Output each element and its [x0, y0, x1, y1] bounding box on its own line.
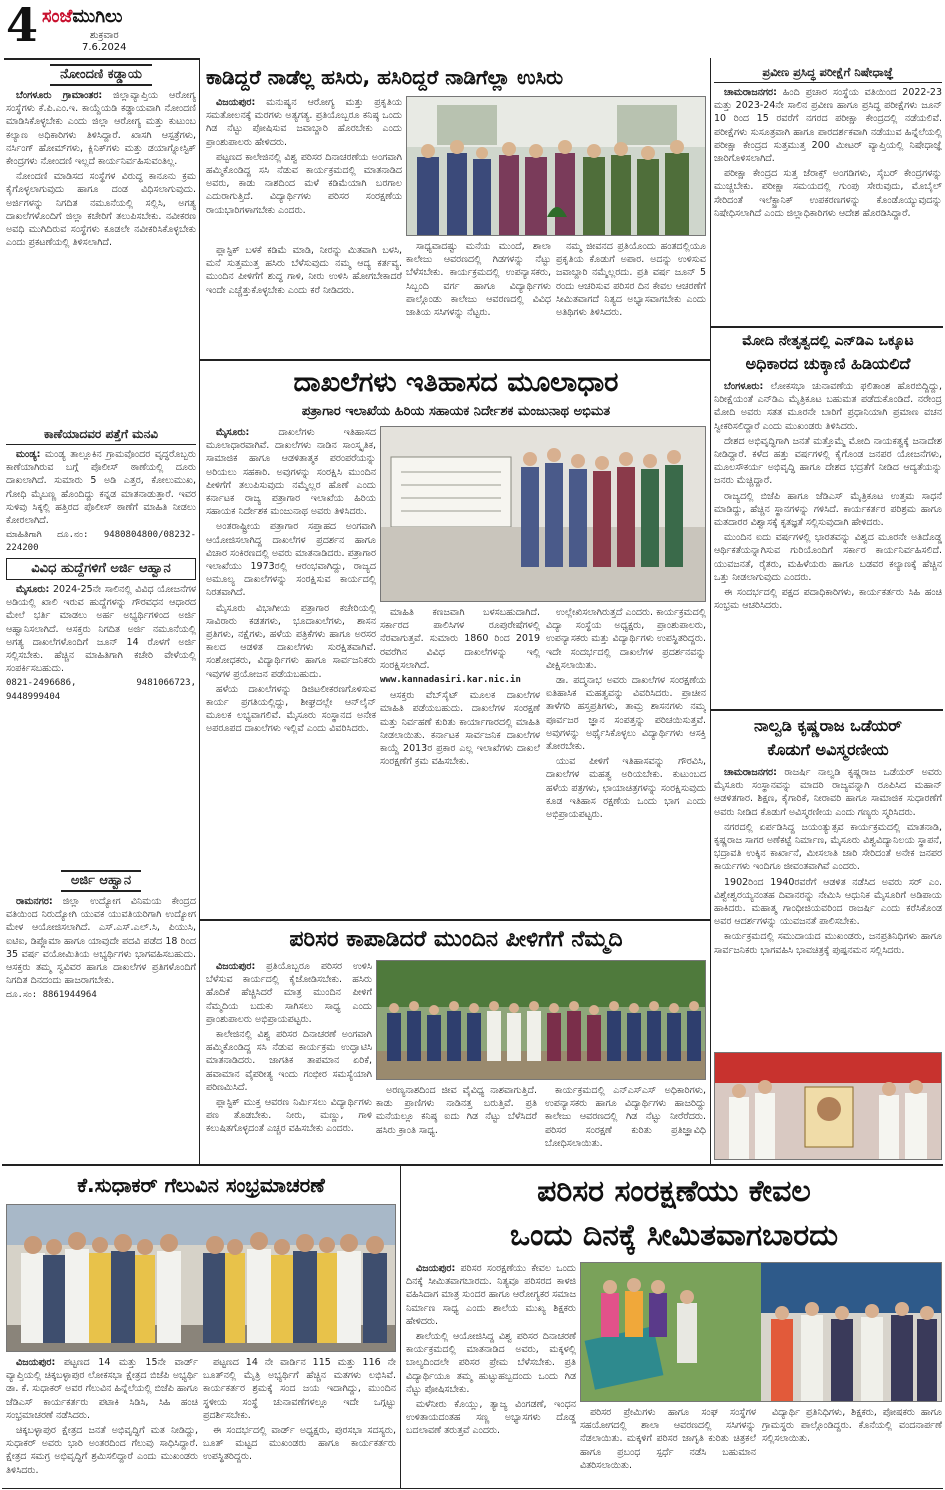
story-vividha	[6, 556, 196, 864]
story-paragraph: ಆಸಕ್ತರು ವೆಬ್‌ಸೈಟ್ ಮೂಲಕ ದಾಖಲೆಗಳ ಮಾಹಿತಿ ಪಡೆಯಬಹುದು. ದಾಖಲೆಗಳ ಸಂರಕ್ಷಣೆ ಮತ್ತು ನಿರ್ವಹಣೆ ಕುರಿತು ಕಾರ್ಯಾಗಾರದಲ್ಲಿ ಮಾಹಿತಿ ನೀಡಲಾಯಿತು. ಕರ್ನಾಟಕ ಸಾರ್ವಜನಿಕ ದಾಖಲೆಗಳ ಕಾಯ್ದೆ 2013ರ ಪ್ರಕಾರ ಎಲ್ಲ ಇಲಾಖೆಗಳು ದಾಖಲೆ ಸಂರಕ್ಷಣೆಗೆ ಕ್ರಮ ವಹಿಸಬೇಕು.	[380, 690, 540, 768]
story-paragraph: ಪಟ್ಟಣದ ಕಾಲೇಜಿನಲ್ಲಿ ವಿಶ್ವ ಪರಿಸರ ದಿನಾಚರಣೆಯ ಅಂಗವಾಗಿ ಹಮ್ಮಿಕೊಂಡಿದ್ದ ಸಸಿ ನೆಡುವ ಕಾರ್ಯಕ್ರಮದಲ್ಲಿ ಮಾತನಾಡಿದ ಅವರು, ಕಾಡು ನಾಶದಿಂದ ಮಳೆ ಕಡಿಮೆಯಾಗಿ ಬರಗಾಲ ಎದುರಾಗುತ್ತಿದೆ. ವಿದ್ಯಾರ್ಥಿಗಳು ಪರಿಸರ ಸಂರಕ್ಷಣೆಯ ರಾಯಭಾರಿಗಳಾಗಬೇಕು ಎಂದರು.	[206, 151, 402, 216]
dateline: ವಿಜಯಪುರ:	[216, 97, 256, 108]
story-dakhale-right	[546, 606, 706, 916]
headline-dakhale: ದಾಖಲೆಗಳು ಇತಿಹಾಸದ ಮೂಲಾಧಾರ	[293, 367, 619, 398]
dateline: ಮೈಸೂರು:	[216, 427, 250, 438]
story-paragraph: ಪರಿಸರ ಪ್ರೇಮಿಗಳು ಹಾಗೂ ಸಂಘ ಸಂಸ್ಥೆಗಳ ಸಹಯೋಗದಲ್ಲಿ ಶಾಲಾ ಆವರಣದಲ್ಲಿ ಸಸಿಗಳನ್ನು ನೆಡಲಾಯಿತು. ಮಕ್ಕಳಿಗೆ ಪರಿಸರ ಜಾಗೃತಿ ಕುರಿತು ಚಿತ್ರಕಲೆ ಹಾಗೂ ಪ್ರಬಂಧ ಸ್ಪರ್ಧೆ ನಡೆಸಿ ಬಹುಮಾನ ವಿತರಿಸಲಾಯಿತು.	[580, 1407, 756, 1471]
headline-nalvadi-2: ಕೊಡುಗೆ ಅವಿಸ್ಮರಣೀಯ	[767, 740, 889, 759]
story-kadiddare-left	[206, 96, 402, 242]
story-paragraph: ಅಂತರಾಷ್ಟ್ರೀಯ ಪತ್ರಾಗಾರ ಸಪ್ತಾಹದ ಅಂಗವಾಗಿ ಆಯೋಜಿಸಲಾಗಿದ್ದ ದಾಖಲೆಗಳ ಪ್ರದರ್ಶನ ಹಾಗೂ ವಿಚಾರ ಸಂಕಿರಣದಲ್ಲಿ ಅವರು ಮಾತನಾಡಿದರು. ಪತ್ರಾಗಾರ ಇಲಾಖೆಯು 1973ರಲ್ಲಿ ಆರಂಭವಾಗಿದ್ದು, ರಾಜ್ಯದ ಅಮೂಲ್ಯ ದಾಖಲೆಗಳನ್ನು ಸಂರಕ್ಷಿಸುವ ಕಾರ್ಯದಲ್ಲಿ ನಿರತವಾಗಿದೆ.	[206, 521, 376, 599]
story-paragraph: ದೇಶದ ಅಭಿವೃದ್ಧಿಗಾಗಿ ಜನತೆ ಮತ್ತೊಮ್ಮೆ ಮೋದಿ ನಾಯಕತ್ವಕ್ಕೆ ಜನಾದೇಶ ನೀಡಿದ್ದಾರೆ. ಕಳೆದ ಹತ್ತು ವರ್ಷಗಳಲ್ಲಿ ಕೈಗೊಂಡ ಜನಪರ ಯೋಜನೆಗಳು, ಮೂಲಸೌಕರ್ಯ ಅಭಿವೃದ್ಧಿ ಹಾಗೂ ದೇಶದ ಭದ್ರತೆಗೆ ನೀಡಿದ ಆದ್ಯತೆಯನ್ನು ಜನರು ಮೆಚ್ಚಿದ್ದಾರೆ.	[714, 435, 942, 487]
photo-school-environment-day	[580, 1262, 942, 1402]
story-dakhale-left	[206, 426, 376, 916]
story-paragraph: ಪ್ಲಾಸ್ಟಿಕ್ ಮುಕ್ತ ಆವರಣ ನಿರ್ಮಿಸಲು ವಿದ್ಯಾರ್ಥಿಗಳು ಪಣ ತೊಡಬೇಕು. ನೀರು, ಮಣ್ಣು, ಗಾಳಿ ಕಲುಷಿತಗೊಳ್ಳದಂತೆ ಎಚ್ಚರ ವಹಿಸಬೇಕು ಎಂದರು.	[206, 1097, 372, 1135]
divider	[710, 58, 711, 1164]
story-paragraph: ಪರಿಸರ ಸಂರಕ್ಷಣೆಯು ಕೇವಲ ಒಂದು ದಿನಕ್ಕೆ ಸೀಮಿತವಾಗಬಾರದು. ನಿತ್ಯವೂ ಪರಿಸರದ ಕಾಳಜಿ ವಹಿಸಿದಾಗ ಮಾತ್ರ ಸುಂದರ ಹಾಗೂ ಆರೋಗ್ಯಕರ ಸಮಾಜ ನಿರ್ಮಾಣ ಸಾಧ್ಯ ಎಂದು ಶಾಲೆಯ ಮುಖ್ಯ ಶಿಕ್ಷಕರು ಹೇಳಿದರು.	[406, 1263, 576, 1327]
dateline: ವಿಜಯಪುರ:	[16, 1357, 56, 1368]
photo-victory-celebration	[6, 1204, 396, 1352]
website-url: www.kannadasiri.kar.nic.in	[380, 675, 521, 686]
story-paragraph: ಪ್ರತಿಯೊಬ್ಬರೂ ಪರಿಸರ ಉಳಿಸಿ ಬೆಳೆಸುವ ಕಾರ್ಯದಲ್ಲಿ ಕೈಜೋಡಿಸಬೇಕು. ಹಸಿರು ಹೊದಿಕೆ ಹೆಚ್ಚಿಸಿದರೆ ಮಾತ್ರ ಮುಂದಿನ ಪೀಳಿಗೆ ನೆಮ್ಮದಿಯ ಬದುಕು ಸಾಗಿಸಲು ಸಾಧ್ಯ ಎಂದು ಪ್ರಾಂಶುಪಾಲರು ಅಭಿಪ್ರಾಯಪಟ್ಟರು.	[206, 961, 372, 1025]
weekday: ಶುಕ್ರವಾರ	[89, 30, 119, 41]
story-paragraph: ದಾಖಲೆಗಳು ಇತಿಹಾಸದ ಮೂಲಾಧಾರವಾಗಿವೆ. ದಾಖಲೆಗಳು ನಾಡಿನ ಸಾಂಸ್ಕೃತಿಕ, ಸಾಮಾಜಿಕ ಹಾಗೂ ಆಡಳಿತಾತ್ಮಕ ಪರಂಪರೆಯನ್ನು ಅರಿಯಲು ಸಹಕಾರಿ. ಅವುಗಳನ್ನು ಸಂರಕ್ಷಿಸಿ ಮುಂದಿನ ಪೀಳಿಗೆಗೆ ತಲುಪಿಸುವುದು ನಮ್ಮೆಲ್ಲರ ಹೊಣೆ ಎಂದು ಕರ್ನಾಟಕ ರಾಜ್ಯ ಪತ್ರಾಗಾರ ಇಲಾಖೆಯ ಹಿರಿಯ ಸಹಾಯಕ ನಿರ್ದೇಶಕ ಮಂಜುನಾಥ ಅವರು ತಿಳಿಸಿದರು.	[206, 427, 376, 518]
story-paragraph: ವಿದ್ಯಾರ್ಥಿ ಪ್ರತಿನಿಧಿಗಳು, ಶಿಕ್ಷಕರು, ಪೋಷಕರು ಹಾಗೂ ಗ್ರಾಮಸ್ಥರು ಪಾಲ್ಗೊಂಡಿದ್ದರು. ಕೊನೆಯಲ್ಲಿ ವಂದನಾರ್ಪಣೆ ಸಲ್ಲಿಸಲಾಯಿತು.	[762, 1407, 942, 1445]
story-paragraph: ಈ ಸಂದರ್ಭದಲ್ಲಿ ವಾರ್ಡ್ ಅಧ್ಯಕ್ಷರು, ಪುರಸಭಾ ಸದಸ್ಯರು, ಬೂತ್ ಮಟ್ಟದ ಮುಖಂಡರು ಹಾಗೂ ಕಾರ್ಯಕರ್ತರು ಉಪಸ್ಥಿತರಿದ್ದರು.	[203, 1425, 396, 1463]
story-paragraph: 1902ರಿಂದ 1940ರವರೆಗೆ ಆಡಳಿತ ನಡೆಸಿದ ಅವರು ಸರ್ ಎಂ. ವಿಶ್ವೇಶ್ವರಯ್ಯನಂತಹ ದಿವಾನರನ್ನು ನೇಮಿಸಿ ಆಧುನಿಕ ಮೈಸೂರಿಗೆ ಅಡಿಪಾಯ ಹಾಕಿದರು. ಮಹಾತ್ಮ ಗಾಂಧೀಜಿಯವರಿಂದ ರಾಜರ್ಷಿ ಎಂದು ಕರೆಸಿಕೊಂಡ ಅವರ ಆದರ್ಶಗಳನ್ನು ಯುವಜನತೆ ಪಾಲಿಸಬೇಕು.	[714, 876, 942, 928]
story-samrakshane-left	[406, 1262, 576, 1486]
dateline: ಚಾಮರಾಜನಗರ:	[724, 767, 777, 778]
story-kadiddare-mid	[406, 240, 551, 356]
story-title: ವಿವಿಧ ಹುದ್ದೆಗಳಿಗೆ ಅರ್ಜಿ ಆಹ್ವಾನ	[6, 558, 196, 580]
story-title: ಪ್ರವೀಣ ಪ್ರಸಿದ್ಧ ಪರೀಕ್ಷೆಗೆ ನಿಷೇಧಾಜ್ಞೆ	[714, 64, 942, 83]
story-paragraph: ಅರಣ್ಯನಾಶದಿಂದ ಜೀವ ವೈವಿಧ್ಯ ನಾಶವಾಗುತ್ತಿದೆ. ಕಾಡು ಪ್ರಾಣಿಗಳು ನಾಡಿನತ್ತ ಬರುತ್ತಿವೆ. ಪ್ರತಿ ಮನೆಯಲ್ಲೂ ಕನಿಷ್ಠ ಐದು ಗಿಡ ನೆಟ್ಟು ಬೆಳೆಸಿದರೆ ಹಸಿರು ಕ್ರಾಂತಿ ಸಾಧ್ಯ.	[376, 1085, 537, 1136]
headline-modi-2: ಅಧಿಕಾರದ ಚುಕ್ಕಾಣಿ ಹಿಡಿಯಲಿದೆ	[745, 354, 911, 373]
story-paragraph: ಹಳೆಯ ದಾಖಲೆಗಳನ್ನು ಡಿಜಿಟಲೀಕರಣಗೊಳಿಸುವ ಕಾರ್ಯ ಪ್ರಗತಿಯಲ್ಲಿದ್ದು, ಶೀಘ್ರದಲ್ಲೇ ಆನ್‌ಲೈನ್ ಮೂಲಕ ಲಭ್ಯವಾಗಲಿವೆ. ಮೈಸೂರು ಸಂಸ್ಥಾನದ ಅನೇಕ ಅಪರೂಪದ ದಾಖಲೆಗಳು ಇಲ್ಲಿವೆ ಎಂದು ವಿವರಿಸಿದರು.	[206, 683, 376, 735]
story-kadiddare-left2	[206, 244, 402, 356]
story-paragraph: ಪ್ಲಾಸ್ಟಿಕ್ ಬಳಕೆ ಕಡಿಮೆ ಮಾಡಿ, ನೀರನ್ನು ಮಿತವಾಗಿ ಬಳಸಿ, ಮನೆ ಸುತ್ತಮುತ್ತ ಹಸಿರು ಬೆಳೆಸುವುದು ನಮ್ಮ ಆದ್ಯ ಕರ್ತವ್ಯ. ಮುಂದಿನ ಪೀಳಿಗೆಗೆ ಶುದ್ಧ ಗಾಳಿ, ನೀರು ಉಳಿಸಿ ಹೋಗಬೇಕಾದರೆ ಇಂದೇ ಎಚ್ಚೆತ್ತುಕೊಳ್ಳಬೇಕು ಎಂದು ಕರೆ ನೀಡಿದರು.	[206, 245, 402, 296]
story-nalvadi	[714, 766, 942, 1048]
brand-part2: ಮುಗಿಲು	[72, 6, 123, 27]
story-nondani	[6, 62, 196, 420]
story-paragraph: ಮಂಡ್ಯ ತಾಲ್ಲೂಕಿನ ಗ್ರಾಮವೊಂದರ ವೃದ್ಧರೊಬ್ಬರು ಕಾಣೆಯಾಗಿರುವ ಬಗ್ಗೆ ಪೊಲೀಸ್ ಠಾಣೆಯಲ್ಲಿ ದೂರು ದಾಖಲಾಗಿದೆ. ಸುಮಾರು 5 ಅಡಿ ಎತ್ತರ, ಕೋಲುಮುಖ, ಗೋಧಿ ಮೈಬಣ್ಣ ಹೊಂದಿದ್ದು ಕನ್ನಡ ಮಾತನಾಡುತ್ತಾರೆ. ಇವರ ಸುಳಿವು ಸಿಕ್ಕಲ್ಲಿ ಹತ್ತಿರದ ಪೊಲೀಸ್ ಠಾಣೆಗೆ ಮಾಹಿತಿ ನೀಡಲು ಕೋರಲಾಗಿದೆ.	[6, 449, 196, 527]
photo-college-group	[376, 960, 706, 1080]
dateline: ಬೆಂಗಳೂರು:	[724, 381, 764, 392]
divider	[2, 1488, 943, 1489]
story-paragraph: ಜಿಲ್ಲಾವ್ಯಾಪ್ತಿಯ ಆರೋಗ್ಯ ಸಂಸ್ಥೆಗಳು ಕೆ.ಪಿ.ಎಂ.ಇ. ಕಾಯ್ದೆಯಡಿ ಕಡ್ಡಾಯವಾಗಿ ನೋಂದಣಿ ಮಾಡಿಸಿಕೊಳ್ಳಬೇಕು ಎಂದು ಜಿಲ್ಲಾ ಆರೋಗ್ಯ ಮತ್ತು ಕುಟುಂಬ ಕಲ್ಯಾಣ ಅಧಿಕಾರಿಗಳು ತಿಳಿಸಿದ್ದಾರೆ. ಖಾಸಗಿ ಆಸ್ಪತ್ರೆಗಳು, ನರ್ಸಿಂಗ್ ಹೋಮ್‌ಗಳು, ಕ್ಲಿನಿಕ್‌ಗಳು ಮತ್ತು ಡಯಾಗ್ನೋಸ್ಟಿಕ್ ಕೇಂದ್ರಗಳು ನೋಂದಣಿ ಇಲ್ಲದೆ ಕಾರ್ಯನಿರ್ವಹಿಸುವಂತಿಲ್ಲ.	[6, 90, 196, 168]
story-paragraph: ಪಟ್ಟಣದ 14 ನೇ ವಾರ್ಡಿನ 115 ಮತ್ತು 116 ನೇ ಬೂತ್‌ನಲ್ಲಿ ಮೈತ್ರಿ ಅಭ್ಯರ್ಥಿಗೆ ಹೆಚ್ಚಿನ ಮತಗಳು ಲಭಿಸಿವೆ. ಕಾರ್ಯಕರ್ತರ ಶ್ರಮಕ್ಕೆ ಸಂದ ಜಯ ಇದಾಗಿದ್ದು, ಮುಂದಿನ ಸ್ಥಳೀಯ ಸಂಸ್ಥೆ ಚುನಾವಣೆಗಳಲ್ಲೂ ಇದೇ ಒಗ್ಗಟ್ಟು ಪ್ರದರ್ಶಿಸಬೇಕು.	[203, 1357, 396, 1421]
story-paragraph: ನಮ್ಮ ಜೀವನದ ಪ್ರತಿಯೊಂದು ಹಂತದಲ್ಲಿಯೂ ಪ್ರಕೃತಿಯ ಕೊಡುಗೆ ಅಪಾರ. ಅದನ್ನು ಉಳಿಸುವ ಜವಾಬ್ದಾರಿ ನಮ್ಮೆಲ್ಲರದು. ಪ್ರತಿ ವರ್ಷ ಜೂನ್ 5 ರಂದು ಆಚರಿಸುವ ಪರಿಸರ ದಿನ ಕೇವಲ ಆಚರಣೆಗೆ ಸೀಮಿತವಾಗದೆ ನಿತ್ಯದ ಅಭ್ಯಾಸವಾಗಬೇಕು ಎಂದು ಅತಿಥಿಗಳು ತಿಳಿಸಿದರು.	[556, 241, 706, 319]
headline-parisara-samrakshane-1: ಪರಿಸರ ಸಂರಕ್ಷಣೆಯು ಕೇವಲ	[537, 1174, 811, 1209]
story-paragraph: ಲೋಕಸಭಾ ಚುನಾವಣೆಯ ಫಲಿತಾಂಶ ಹೊರಬಿದ್ದಿದ್ದು, ನಿರೀಕ್ಷೆಯಂತೆ ಎನ್‌ಡಿಎ ಮೈತ್ರಿಕೂಟ ಬಹುಮತ ಪಡೆದುಕೊಂಡಿದೆ. ನರೇಂದ್ರ ಮೋದಿ ಅವರು ಸತತ ಮೂರನೇ ಬಾರಿಗೆ ಪ್ರಧಾನಿಯಾಗಿ ಪ್ರಮಾಣ ವಚನ ಸ್ವೀಕರಿಸಲಿದ್ದಾರೆ ಎಂದು ಮುಖಂಡರು ತಿಳಿಸಿದರು.	[714, 381, 942, 432]
photo-tree-planting	[406, 96, 706, 236]
divider	[710, 709, 943, 711]
dateline: ವಿಜಯಪುರ:	[216, 961, 256, 972]
story-paragraph: ಕಾರ್ಯಕ್ರಮದಲ್ಲಿ ಎನ್‌ಎಸ್‌ಎಸ್ ಅಧಿಕಾರಿಗಳು, ಉಪನ್ಯಾಸಕರು ಹಾಗೂ ವಿದ್ಯಾರ್ಥಿಗಳು ಹಾಜರಿದ್ದು ಕಾಲೇಜು ಆವರಣದಲ್ಲಿ ಗಿಡ ನೆಟ್ಟು ನೀರೆರೆದರು. ಪರಿಸರ ಸಂರಕ್ಷಣೆ ಕುರಿತು ಪ್ರತಿಜ್ಞಾವಿಧಿ ಬೋಧಿಸಲಾಯಿತು.	[545, 1085, 706, 1149]
story-sudhakar-right	[203, 1356, 396, 1486]
dateline: ಮಂಡ್ಯ:	[16, 449, 41, 460]
subhead-dakhale: ಪತ್ರಾಗಾರ ಇಲಾಖೆಯ ಹಿರಿಯ ಸಹಾಯಕ ನಿರ್ದೇಶಕ ಮಂಜುನಾಥ ಅಭಿಮತ	[301, 404, 611, 419]
story-paragraph: ಮಾಹಿತಿ ಕಣಜವಾಗಿ ಬಳಸಬಹುದಾಗಿದೆ. ಸರ್ಕಾರದ ಪಾಲಿಸಿಗಳ ರೂಪುರೇಷೆಗಳಲ್ಲಿ ನೆರವಾಗುತ್ತವೆ. ಸುಮಾರು 1860 ರಿಂದ 2019 ರವರೆಗಿನ ವಿವಿಧ ದಾಖಲೆಗಳನ್ನು ಇಲ್ಲಿ ಸಂರಕ್ಷಿಸಲಾಗಿದೆ.	[380, 607, 540, 671]
headline-nalvadi-1: ನಾಲ್ವಡಿ ಕೃಷ್ಣರಾಜ ಒಡೆಯರ್	[754, 716, 902, 735]
story-sudhakar-left	[6, 1356, 198, 1486]
story-paragraph: ನಗರದಲ್ಲಿ ಏರ್ಪಡಿಸಿದ್ದ ಜಯಂತ್ಯುತ್ಸವ ಕಾರ್ಯಕ್ರಮದಲ್ಲಿ ಮಾತನಾಡಿ, ಕೃಷ್ಣರಾಜ ಸಾಗರ ಅಣೆಕಟ್ಟೆ ನಿರ್ಮಾಣ, ಮೈಸೂರು ವಿಶ್ವವಿದ್ಯಾನಿಲಯ ಸ್ಥಾಪನೆ, ಭದ್ರಾವತಿ ಉಕ್ಕಿನ ಕಾರ್ಖಾನೆ, ಮೀಸಲಾತಿ ಜಾರಿ ಸೇರಿದಂತೆ ಅನೇಕ ಜನಪರ ಕಾರ್ಯಗಳು ಇಂದಿಗೂ ಜೀವಂತವಾಗಿವೆ ಎಂದರು.	[714, 821, 942, 873]
contact-number: 0821-2496686, 9481066723, 9448999404	[6, 678, 196, 702]
dateline: ಬೆಂಗಳೂರು ಗ್ರಾಮಾಂತರ:	[16, 90, 103, 101]
divider	[2, 1164, 943, 1166]
story-title: ಅರ್ಜಿ ಆಹ್ವಾನ	[6, 870, 196, 892]
story-paragraph: ಉಲ್ಲೇಖಿಸಲಾಗಿರುತ್ತದೆ ಎಂದರು. ಕಾರ್ಯಕ್ರಮದಲ್ಲಿ ವಿದ್ಯಾ ಸಂಸ್ಥೆಯ ಅಧ್ಯಕ್ಷರು, ಪ್ರಾಂಶುಪಾಲರು, ಉಪನ್ಯಾಸಕರು ಮತ್ತು ವಿದ್ಯಾರ್ಥಿಗಳು ಉಪಸ್ಥಿತರಿದ್ದರು. ಇದೇ ಸಂದರ್ಭದಲ್ಲಿ ದಾಖಲೆಗಳ ಪ್ರದರ್ಶನವನ್ನು ವೀಕ್ಷಿಸಲಾಯಿತು.	[546, 607, 706, 671]
dateline: ರಾಮನಗರ:	[16, 896, 53, 907]
story-praveena	[714, 62, 942, 324]
story-paragraph: ಪರೀಕ್ಷಾ ಕೇಂದ್ರದ ಸುತ್ತ ಜೆರಾಕ್ಸ್ ಅಂಗಡಿಗಳು, ಸೈಬರ್ ಕೇಂದ್ರಗಳನ್ನು ಮುಚ್ಚಬೇಕು. ಪರೀಕ್ಷಾ ಸಮಯದಲ್ಲಿ ಗುಂಪು ಸೇರುವುದು, ಮೊಬೈಲ್ ಸೇರಿದಂತೆ ಇಲೆಕ್ಟ್ರಾನಿಕ್ ಉಪಕರಣಗಳನ್ನು ಕೊಂಡೊಯ್ಯುವುದನ್ನು ನಿಷೇಧಿಸಲಾಗಿದೆ ಎಂದು ಜಿಲ್ಲಾಧಿಕಾರಿಗಳು ಆದೇಶ ಹೊರಡಿಸಿದ್ದಾರೆ.	[714, 168, 942, 219]
dateline: ಮೈಸೂರು:	[16, 584, 50, 595]
brand-logo	[42, 6, 122, 27]
headline-modi-1: ಮೋದಿ ನೇತೃತ್ವದಲ್ಲಿ ಎನ್‌ಡಿಎ ಒಕ್ಕೂಟ	[742, 333, 914, 349]
dateline: ವಿಜಯಪುರ:	[416, 1263, 456, 1274]
divider	[4, 58, 199, 60]
photo-archives-exhibition	[380, 426, 706, 602]
story-paragraph: ಹಿಂದಿ ಪ್ರಚಾರ ಸಂಸ್ಥೆಯ ವತಿಯಿಂದ 2022-23 ಮತ್ತು 2023-24ನೇ ಸಾಲಿನ ಪ್ರವೀಣ ಹಾಗೂ ಪ್ರಸಿದ್ಧ ಪರೀಕ್ಷೆಗಳು ಜೂನ್ 10 ರಿಂದ 15 ರವರೆಗೆ ನಗರದ ಪರೀಕ್ಷಾ ಕೇಂದ್ರದಲ್ಲಿ ನಡೆಯಲಿವೆ. ಪರೀಕ್ಷೆಗಳು ಸುಸೂತ್ರವಾಗಿ ಹಾಗೂ ಪಾರದರ್ಶಕವಾಗಿ ನಡೆಯುವ ಹಿನ್ನೆಲೆಯಲ್ಲಿ ಪರೀಕ್ಷಾ ಕೇಂದ್ರದ ಸುತ್ತಮುತ್ತ 200 ಮೀಟರ್ ವ್ಯಾಪ್ತಿಯಲ್ಲಿ ನಿಷೇಧಾಜ್ಞೆ ಜಾರಿಗೊಳಿಸಲಾಗಿದೆ.	[714, 87, 942, 165]
divider	[199, 58, 200, 1164]
headline-parisara-kapadidare: ಪರಿಸರ ಕಾಪಾಡಿದರೆ ಮುಂದಿನ ಪೀಳಿಗೆಗೆ ನೆಮ್ಮದಿ	[289, 927, 623, 952]
divider	[400, 1166, 401, 1488]
divider	[710, 326, 943, 328]
story-modi	[714, 380, 942, 706]
story-samrakshane-right	[762, 1406, 942, 1486]
story-paragraph: ಡಾ. ಪದ್ಮನಾಭ ಅವರು ದಾಖಲೆಗಳ ಸಂರಕ್ಷಣೆಯ ಐತಿಹಾಸಿಕ ಮಹತ್ವವನ್ನು ವಿವರಿಸಿದರು. ಪ್ರಾಚೀನ ತಾಳೆಗರಿ ಹಸ್ತಪ್ರತಿಗಳು, ತಾಮ್ರ ಶಾಸನಗಳು ನಮ್ಮ ಪೂರ್ವಜರ ಜ್ಞಾನ ಸಂಪತ್ತನ್ನು ಪರಿಚಯಿಸುತ್ತವೆ. ಅವುಗಳನ್ನು ಅರ್ಥೈಸಿಕೊಳ್ಳಲು ವಿದ್ಯಾರ್ಥಿಗಳು ಆಸಕ್ತಿ ತೋರಬೇಕು.	[546, 675, 706, 753]
story-samrakshane-mid	[580, 1406, 756, 1486]
date: 7.6.2024	[82, 42, 127, 53]
headline-kadiddare: ಕಾಡಿದ್ದರೆ ನಾಡೆಲ್ಲ ಹಸಿರು, ಹಸಿರಿದ್ದರೆ ನಾಡಿಗೆಲ್ಲಾ ಉಸಿರು	[206, 65, 564, 89]
contact-number: ಮಾಹಿತಿಗಾಗಿ ದೂ.ನಂ: 9480804800/08232-224200	[6, 530, 196, 552]
story-paragraph: ಚಿಕ್ಕಬಳ್ಳಾಪುರ ಕ್ಷೇತ್ರದ ಜನತೆ ಅಭಿವೃದ್ಧಿಗೆ ಮತ ನೀಡಿದ್ದು, ಸುಧಾಕರ್ ಅವರು ಭಾರಿ ಅಂತರದಿಂದ ಗೆಲುವು ಸಾಧಿಸಿದ್ದಾರೆ. ಕ್ಷೇತ್ರದ ಸಮಗ್ರ ಅಭಿವೃದ್ಧಿಗೆ ಶ್ರಮಿಸಲಿದ್ದಾರೆ ಎಂದು ಮುಖಂಡರು ತಿಳಿಸಿದರು.	[6, 1425, 198, 1476]
dateline: ಚಾಮರಾಜನಗರ:	[724, 87, 777, 98]
headline-parisara-samrakshane-2: ಒಂದು ದಿನಕ್ಕೆ ಸೀಮಿತವಾಗಬಾರದು	[510, 1218, 838, 1253]
photo-nalvadi-tribute	[714, 1052, 942, 1160]
headline-sudhakar: ಕೆ.ಸುಧಾಕರ್ ಗೆಲುವಿನ ಸಂಭ್ರಮಾಚರಣೆ	[77, 1173, 325, 1197]
story-paragraph: ಮಳೆನೀರು ಕೊಯ್ಲು, ತ್ಯಾಜ್ಯ ವಿಂಗಡಣೆ, ಇಂಧನ ಉಳಿತಾಯದಂತಹ ಸಣ್ಣ ಅಭ್ಯಾಸಗಳು ದೊಡ್ಡ ಬದಲಾವಣೆ ತರುತ್ತವೆ ಎಂದರು.	[406, 1399, 576, 1437]
page-number: 4	[6, 0, 39, 52]
story-paragraph: 2024-25ನೇ ಸಾಲಿನಲ್ಲಿ ವಿವಿಧ ಯೋಜನೆಗಳ ಅಡಿಯಲ್ಲಿ ಖಾಲಿ ಇರುವ ಹುದ್ದೆಗಳನ್ನು ಗೌರವಧನ ಆಧಾರದ ಮೇಲೆ ಭರ್ತಿ ಮಾಡಲು ಅರ್ಹ ಅಭ್ಯರ್ಥಿಗಳಿಂದ ಅರ್ಜಿ ಆಹ್ವಾನಿಸಲಾಗಿದೆ. ಆಸಕ್ತರು ನಿಗದಿತ ಅರ್ಜಿ ನಮೂನೆಯಲ್ಲಿ ಅಗತ್ಯ ದಾಖಲೆಗಳೊಂದಿಗೆ ಜೂನ್ 14 ರೊಳಗೆ ಅರ್ಜಿ ಸಲ್ಲಿಸಬೇಕು. ಹೆಚ್ಚಿನ ಮಾಹಿತಿಗಾಗಿ ಕಚೇರಿ ವೇಳೆಯಲ್ಲಿ ಸಂಪರ್ಕಿಸಬಹುದು.	[6, 584, 196, 675]
contact-number: ದೂ.ಸಂ: 8861944964	[6, 990, 97, 1001]
story-paragraph: ಪಟ್ಟಣದ 14 ಮತ್ತು 15ನೇ ವಾರ್ಡ್ ವ್ಯಾಪ್ತಿಯಲ್ಲಿ ಚಿಕ್ಕಬಳ್ಳಾಪುರ ಲೋಕಸಭಾ ಕ್ಷೇತ್ರದ ಬಿಜೆಪಿ ಅಭ್ಯರ್ಥಿ ಡಾ. ಕೆ. ಸುಧಾಕರ್ ಅವರ ಗೆಲುವಿನ ಹಿನ್ನೆಲೆಯಲ್ಲಿ ಬಿಜೆಪಿ ಹಾಗೂ ಜೆಡಿಎಸ್ ಕಾರ್ಯಕರ್ತರು ಪಟಾಕಿ ಸಿಡಿಸಿ, ಸಿಹಿ ಹಂಚಿ ಸಂಭ್ರಮಾಚರಣೆ ನಡೆಸಿದರು.	[6, 1357, 198, 1421]
story-paragraph: ಶಾಲೆಯಲ್ಲಿ ಆಯೋಜಿಸಿದ್ದ ವಿಶ್ವ ಪರಿಸರ ದಿನಾಚರಣೆ ಕಾರ್ಯಕ್ರಮದಲ್ಲಿ ಮಾತನಾಡಿದ ಅವರು, ಮಕ್ಕಳಲ್ಲಿ ಬಾಲ್ಯದಿಂದಲೇ ಪರಿಸರ ಪ್ರೇಮ ಬೆಳೆಸಬೇಕು. ಪ್ರತಿ ವಿದ್ಯಾರ್ಥಿಯೂ ತಮ್ಮ ಹುಟ್ಟುಹಬ್ಬದಂದು ಒಂದು ಗಿಡ ನೆಟ್ಟು ಪೋಷಿಸಬೇಕು.	[406, 1331, 576, 1395]
story-parisara-right	[376, 1084, 706, 1160]
story-paragraph: ಈ ಸಂದರ್ಭದಲ್ಲಿ ಪಕ್ಷದ ಪದಾಧಿಕಾರಿಗಳು, ಕಾರ್ಯಕರ್ತರು ಸಿಹಿ ಹಂಚಿ ಸಂಭ್ರಮ ಆಚರಿಸಿದರು.	[714, 587, 942, 612]
story-paragraph: ಮುಂದಿನ ಐದು ವರ್ಷಗಳಲ್ಲಿ ಭಾರತವನ್ನು ವಿಶ್ವದ ಮೂರನೇ ಅತಿದೊಡ್ಡ ಆರ್ಥಿಕತೆಯನ್ನಾಗಿಸುವ ಗುರಿಯೊಂದಿಗೆ ಸರ್ಕಾರ ಕಾರ್ಯನಿರ್ವಹಿಸಲಿದೆ. ಯುವಜನತೆ, ರೈತರು, ಮಹಿಳೆಯರು ಹಾಗೂ ಬಡವರ ಕಲ್ಯಾಣಕ್ಕೆ ಹೆಚ್ಚಿನ ಒತ್ತು ನೀಡಲಾಗುವುದು ಎಂದರು.	[714, 532, 942, 583]
story-paragraph: ರಾಜರ್ಷಿ ನಾಲ್ವಡಿ ಕೃಷ್ಣರಾಜ ಒಡೆಯರ್ ಅವರು ಮೈಸೂರು ಸಂಸ್ಥಾನವನ್ನು ಮಾದರಿ ರಾಜ್ಯವನ್ನಾಗಿ ರೂಪಿಸಿದ ಮಹಾನ್ ಆಡಳಿತಗಾರ. ಶಿಕ್ಷಣ, ಕೈಗಾರಿಕೆ, ನೀರಾವರಿ ಹಾಗೂ ಸಾಮಾಜಿಕ ಸುಧಾರಣೆಗೆ ಅವರು ನೀಡಿದ ಕೊಡುಗೆ ಅವಿಸ್ಮರಣೀಯ ಎಂದು ಗಣ್ಯರು ಸ್ಮರಿಸಿದರು.	[714, 767, 942, 818]
story-kadiddare-right	[556, 240, 706, 356]
story-paragraph: ಯುವ ಪೀಳಿಗೆ ಇತಿಹಾಸವನ್ನು ಗೌರವಿಸಿ, ದಾಖಲೆಗಳ ಮಹತ್ವ ಅರಿಯಬೇಕು. ಕುಟುಂಬದ ಹಳೆಯ ಪತ್ರಗಳು, ಛಾಯಾಚಿತ್ರಗಳನ್ನು ಸಂರಕ್ಷಿಸುವುದು ಕೂಡ ಇತಿಹಾಸ ರಕ್ಷಣೆಯ ಒಂದು ಭಾಗ ಎಂದು ಅಭಿಪ್ರಾಯಪಟ್ಟರು.	[546, 756, 706, 821]
story-parisara-left	[206, 960, 372, 1160]
story-paragraph: ಕಾರ್ಯಕ್ರಮದಲ್ಲಿ ಸಮುದಾಯದ ಮುಖಂಡರು, ಜನಪ್ರತಿನಿಧಿಗಳು ಹಾಗೂ ಸಾರ್ವಜನಿಕರು ಭಾಗವಹಿಸಿ ಭಾವಚಿತ್ರಕ್ಕೆ ಪುಷ್ಪನಮನ ಸಲ್ಲಿಸಿದರು.	[714, 931, 942, 956]
story-paragraph: ಸಾಧ್ಯವಾದಷ್ಟು ಮನೆಯ ಮುಂದೆ, ಶಾಲಾ ಕಾಲೇಜು ಆವರಣದಲ್ಲಿ ಗಿಡಗಳನ್ನು ನೆಟ್ಟು ಬೆಳೆಸಬೇಕು. ಕಾರ್ಯಕ್ರಮದಲ್ಲಿ ಉಪನ್ಯಾಸಕರು, ಸಿಬ್ಬಂದಿ ವರ್ಗ ಹಾಗೂ ವಿದ್ಯಾರ್ಥಿಗಳು ಪಾಲ್ಗೊಂಡು ಕಾಲೇಜು ಆವರಣದಲ್ಲಿ ವಿವಿಧ ಜಾತಿಯ ಸಸಿಗಳನ್ನು ನೆಟ್ಟರು.	[406, 241, 551, 319]
brand-part1: ಸಂಜೆ	[42, 6, 73, 27]
divider	[200, 919, 710, 921]
divider	[200, 359, 710, 361]
story-title: ಕಾಣೆಯಾದವರ ಪತ್ತೆಗೆ ಮನವಿ	[6, 426, 196, 445]
issue-date	[82, 30, 127, 54]
story-title: ನೋಂದಣಿ ಕಡ್ಡಾಯ	[6, 64, 196, 86]
story-paragraph: ನೋಂದಣಿ ಮಾಡಿಸದ ಸಂಸ್ಥೆಗಳ ವಿರುದ್ಧ ಕಾನೂನು ಕ್ರಮ ಕೈಗೊಳ್ಳಲಾಗುವುದು ಹಾಗೂ ದಂಡ ವಿಧಿಸಲಾಗುವುದು. ಅರ್ಜಿಗಳನ್ನು ನಿಗದಿತ ನಮೂನೆಯಲ್ಲಿ ಸಲ್ಲಿಸಿ, ಅಗತ್ಯ ದಾಖಲೆಗಳೊಂದಿಗೆ ಜಿಲ್ಲಾ ಕಚೇರಿಗೆ ತಲುಪಿಸಬೇಕು. ನವೀಕರಣ ಅವಧಿ ಮುಗಿದಿರುವ ಸಂಸ್ಥೆಗಳು ಕೂಡಲೇ ನವೀಕರಿಸಿಕೊಳ್ಳಬೇಕು ಎಂದು ಪ್ರಕಟಣೆಯಲ್ಲಿ ತಿಳಿಸಲಾಗಿದೆ.	[6, 171, 196, 249]
story-dakhale-mid	[380, 606, 540, 916]
story-paragraph: ಜಿಲ್ಲಾ ಉದ್ಯೋಗ ವಿನಿಮಯ ಕೇಂದ್ರದ ವತಿಯಿಂದ ನಿರುದ್ಯೋಗಿ ಯುವಕ ಯುವತಿಯರಿಗಾಗಿ ಉದ್ಯೋಗ ಮೇಳ ಆಯೋಜಿಸಲಾಗಿದೆ. ಎಸ್.ಎಸ್.ಎಲ್.ಸಿ, ಪಿಯುಸಿ, ಐಟಿಐ, ಡಿಪ್ಲೊಮಾ ಹಾಗೂ ಯಾವುದೇ ಪದವಿ ಪಡೆದ 18 ರಿಂದ 35 ವರ್ಷ ವಯೋಮಿತಿಯ ಅಭ್ಯರ್ಥಿಗಳು ಭಾಗವಹಿಸಬಹುದು. ಆಸಕ್ತರು ತಮ್ಮ ಸ್ವವಿವರ ಹಾಗೂ ದಾಖಲೆಗಳ ಪ್ರತಿಗಳೊಂದಿಗೆ ನಿಗದಿತ ದಿನದಂದು ಹಾಜರಾಗಬೇಕು.	[6, 896, 196, 987]
story-kaneyagiddare	[6, 424, 196, 552]
masthead	[4, 2, 154, 58]
story-paragraph: ಮೈಸೂರು ವಿಭಾಗೀಯ ಪತ್ರಾಗಾರ ಕಚೇರಿಯಲ್ಲಿ ಸಾವಿರಾರು ಕಡತಗಳು, ಭೂದಾಖಲೆಗಳು, ಶಾಸನ ಪ್ರತಿಗಳು, ನಕ್ಷೆಗಳು, ಹಳೆಯ ಪತ್ರಿಕೆಗಳು ಹಾಗೂ ಅರಸರ ಕಾಲದ ಆಡಳಿತ ದಾಖಲೆಗಳು ಸುರಕ್ಷಿತವಾಗಿವೆ. ಸಂಶೋಧಕರು, ವಿದ್ಯಾರ್ಥಿಗಳು ಹಾಗೂ ಸಾರ್ವಜನಿಕರು ಇವುಗಳ ಪ್ರಯೋಜನ ಪಡೆಯಬಹುದು.	[206, 602, 376, 680]
story-arji	[6, 868, 196, 1160]
story-paragraph: ಕಾಲೇಜಿನಲ್ಲಿ ವಿಶ್ವ ಪರಿಸರ ದಿನಾಚರಣೆ ಅಂಗವಾಗಿ ಹಮ್ಮಿಕೊಂಡಿದ್ದ ಸಸಿ ನೆಡುವ ಕಾರ್ಯಕ್ರಮ ಉದ್ಘಾಟಿಸಿ ಮಾತನಾಡಿದರು. ಜಾಗತಿಕ ತಾಪಮಾನ ಏರಿಕೆ, ಹವಾಮಾನ ವೈಪರೀತ್ಯ ಇಂದು ಗಂಭೀರ ಸಮಸ್ಯೆಯಾಗಿ ಪರಿಣಮಿಸಿದೆ.	[206, 1029, 372, 1093]
story-paragraph: ಮನುಷ್ಯನ ಆರೋಗ್ಯ ಮತ್ತು ಪ್ರಕೃತಿಯ ಸಮತೋಲನಕ್ಕೆ ಮರಗಳು ಅತ್ಯಗತ್ಯ. ಪ್ರತಿಯೊಬ್ಬರೂ ಕನಿಷ್ಠ ಒಂದು ಗಿಡ ನೆಟ್ಟು ಪೋಷಿಸುವ ಜವಾಬ್ದಾರಿ ಹೊರಬೇಕು ಎಂದು ಪ್ರಾಂಶುಪಾಲರು ಹೇಳಿದರು.	[206, 97, 402, 148]
story-paragraph: ರಾಜ್ಯದಲ್ಲಿ ಬಿಜೆಪಿ ಹಾಗೂ ಜೆಡಿಎಸ್ ಮೈತ್ರಿಕೂಟ ಉತ್ತಮ ಸಾಧನೆ ಮಾಡಿದ್ದು, ಹೆಚ್ಚಿನ ಸ್ಥಾನಗಳನ್ನು ಗಳಿಸಿದೆ. ಕಾರ್ಯಕರ್ತರ ಪರಿಶ್ರಮ ಹಾಗೂ ಮತದಾರರ ವಿಶ್ವಾಸಕ್ಕೆ ಕೃತಜ್ಞತೆ ಸಲ್ಲಿಸುವುದಾಗಿ ಹೇಳಿದರು.	[714, 490, 942, 529]
